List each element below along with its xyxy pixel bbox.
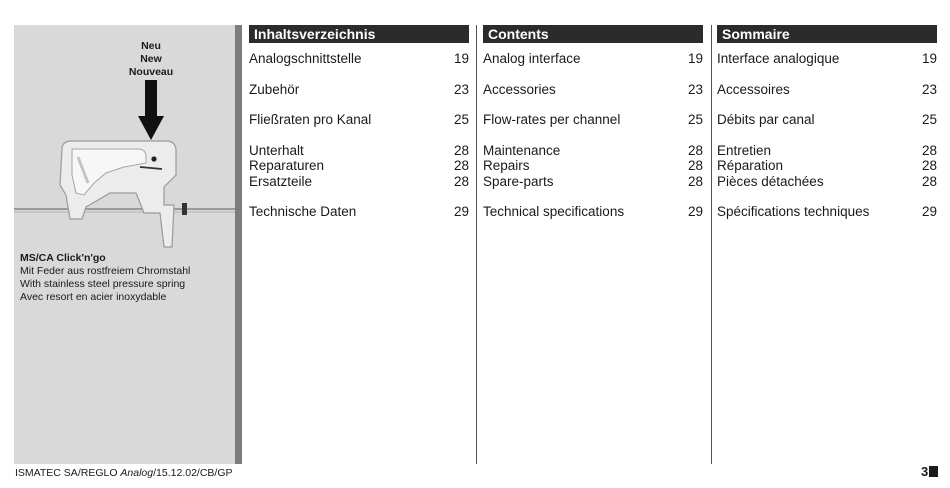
toc-entry-label: Technical specifications [483, 204, 625, 219]
toc-entry-label: Technische Daten [249, 204, 357, 219]
page-number-value: 3 [921, 464, 929, 479]
toc-entry-label: Accessoires [717, 81, 790, 97]
down-arrow-icon [138, 80, 164, 142]
toc-entry[interactable] [249, 158, 469, 174]
toc-entry-page: 28 [921, 173, 937, 189]
toc-entry[interactable] [483, 204, 703, 220]
toc-entry-label: Analog interface [483, 51, 581, 66]
toc-entry-page: 28 [453, 142, 469, 158]
footer-suffix: /15.12.02/CB/GP [153, 467, 233, 479]
toc-entry-label: Maintenance [483, 142, 561, 158]
toc-entry[interactable] [717, 112, 937, 128]
toc-entry[interactable] [249, 112, 469, 128]
click-n-go-cassette-illustration [14, 135, 235, 250]
toc-entry-label: Réparation [717, 158, 784, 173]
illustration-caption [20, 252, 190, 304]
toc-entry[interactable] [249, 174, 469, 190]
toc-entry-page: 28 [687, 158, 703, 173]
page-marker-icon [929, 466, 938, 477]
toc-entry-label: Ersatzteile [249, 173, 313, 189]
toc-entry-label: Zubehör [249, 81, 300, 97]
toc-entry[interactable] [717, 174, 937, 190]
column-divider [711, 25, 712, 464]
column-divider [476, 25, 477, 464]
toc-entry-page: 25 [687, 112, 703, 127]
toc-entry-page: 25 [453, 112, 469, 127]
toc-entry-page: 28 [453, 158, 469, 173]
toc-entry-label: Reparaturen [249, 158, 325, 173]
toc-entry[interactable] [717, 143, 937, 159]
toc-entry[interactable] [483, 174, 703, 190]
toc-column-french [717, 25, 937, 220]
toc-entry-page: 23 [921, 81, 937, 97]
toc-entry-label: Unterhalt [249, 142, 304, 158]
footer-italic: Analog [120, 467, 154, 479]
toc-entry-page: 28 [687, 173, 703, 189]
toc-entry-label: Accessories [483, 81, 556, 97]
toc-entry-page: 28 [453, 173, 469, 189]
new-label-fr: Nouveau [128, 66, 174, 78]
document-footer [15, 467, 233, 479]
toc-entry[interactable] [249, 204, 469, 220]
toc-entry[interactable] [483, 51, 703, 67]
toc-entry[interactable] [249, 143, 469, 159]
toc-entry[interactable] [483, 112, 703, 128]
toc-entry-label: Interface analogique [717, 51, 840, 66]
toc-entry[interactable] [483, 143, 703, 159]
page-number [921, 464, 938, 479]
caption-line-fr: Avec resort en acier inoxydable [20, 291, 167, 303]
new-labels [121, 40, 181, 79]
toc-entry[interactable] [483, 158, 703, 174]
new-label-en: New [140, 53, 162, 65]
toc-entry-label: Débits par canal [717, 112, 815, 127]
column-header: Sommaire [717, 25, 937, 43]
toc-entry[interactable] [717, 158, 937, 174]
toc-column-english [483, 25, 703, 220]
toc-entry-page: 23 [687, 81, 703, 97]
toc-entry-label: Fließraten pro Kanal [249, 112, 372, 127]
toc-entry-page: 19 [687, 51, 703, 66]
toc-entry-page: 29 [687, 204, 703, 219]
toc-entry-page: 29 [921, 204, 937, 219]
toc-entry-label: Spécifications techniques [717, 204, 870, 219]
toc-entry-page: 25 [921, 112, 937, 127]
caption-line-de: Mit Feder aus rostfreiem Chromstahl [20, 265, 191, 277]
toc-entry-label: Flow-rates per channel [483, 112, 621, 127]
toc-entry-page: 28 [921, 158, 937, 173]
caption-line-en: With stainless steel pressure spring [20, 278, 186, 290]
toc-entry-page: 19 [453, 51, 469, 66]
toc-entry[interactable] [717, 204, 937, 220]
column-header: Inhaltsverzeichnis [249, 25, 469, 43]
toc-entry-page: 23 [453, 81, 469, 97]
toc-entry[interactable] [249, 51, 469, 67]
footer-prefix: ISMATEC SA/REGLO [15, 467, 121, 479]
toc-entry-page: 29 [453, 204, 469, 219]
toc-entry-page: 28 [687, 142, 703, 158]
toc-entry-label: Entretien [717, 142, 772, 158]
toc-entry[interactable] [249, 82, 469, 98]
toc-entry[interactable] [717, 82, 937, 98]
toc-entry-label: Repairs [483, 158, 530, 173]
toc-entry-label: Pièces détachées [717, 173, 824, 189]
toc-entry[interactable] [717, 51, 937, 67]
column-header: Contents [483, 25, 703, 43]
toc-entry-page: 28 [921, 142, 937, 158]
sidebar-edge [235, 25, 242, 464]
new-label-de: Neu [141, 40, 161, 52]
toc-entry[interactable] [483, 82, 703, 98]
toc-entry-page: 19 [921, 51, 937, 66]
toc-entry-label: Analogschnittstelle [249, 51, 362, 66]
toc-entry-label: Spare-parts [483, 173, 554, 189]
toc-column-german [249, 25, 469, 220]
caption-title: MS/CA Click'n'go [20, 252, 106, 264]
